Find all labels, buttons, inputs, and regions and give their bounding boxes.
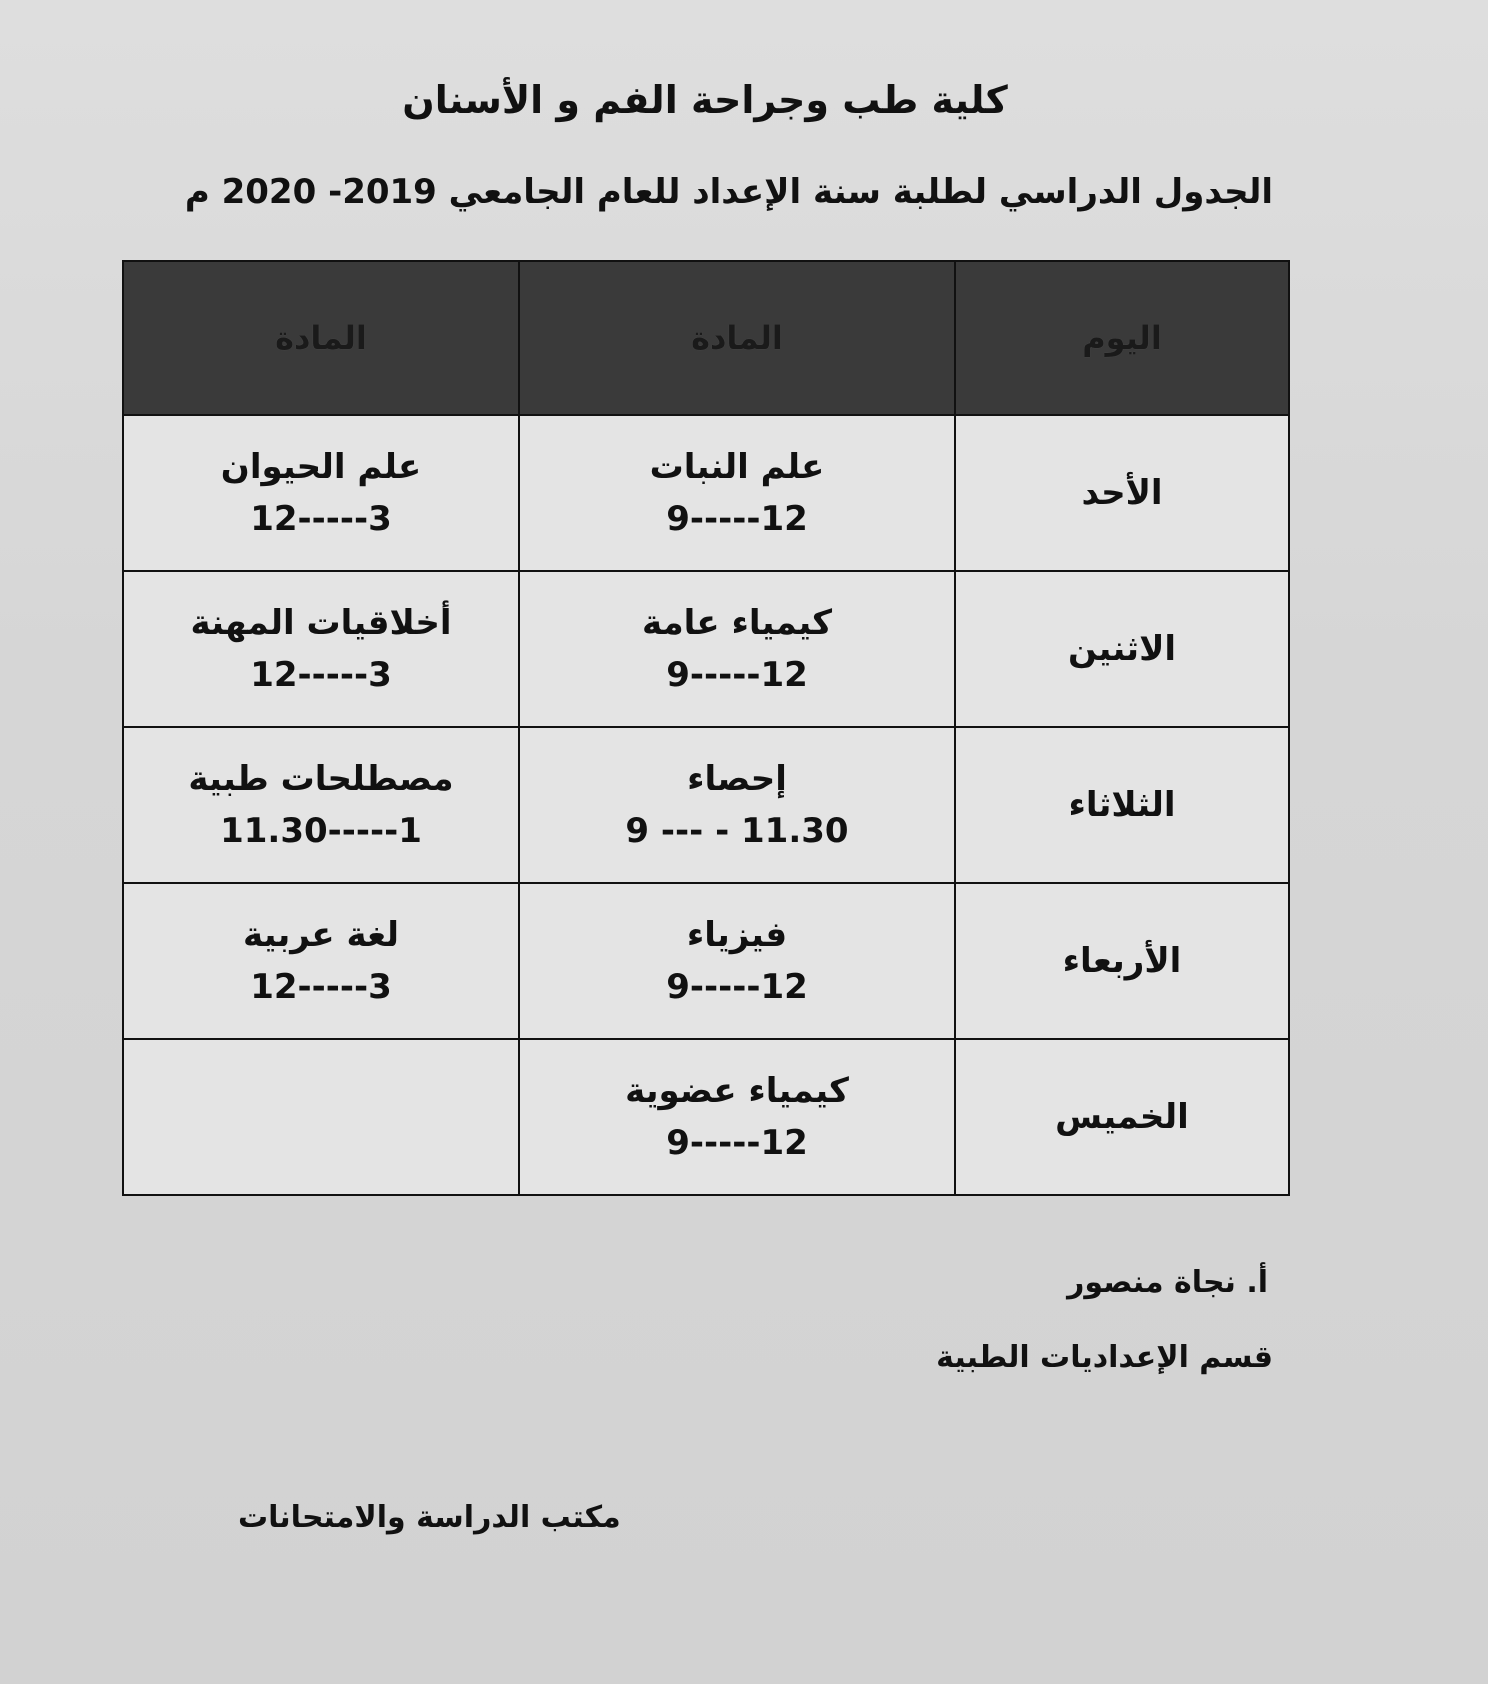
office-name: مكتب الدراسة والامتحانات: [238, 1500, 621, 1535]
subject-cell: [519, 415, 955, 571]
table-row: [123, 883, 1289, 1039]
subject-cell: [519, 727, 955, 883]
subject-time: 9-----12: [666, 655, 808, 695]
subject-cell: [519, 571, 955, 727]
college-title: كلية طب وجراحة الفم و الأسنان: [402, 78, 1008, 122]
subject-time: 12-----3: [250, 655, 392, 695]
signatory-name: أ. نجاة منصور: [1067, 1265, 1268, 1300]
subject-cell: [123, 415, 519, 571]
subject-time: 12-----3: [250, 499, 392, 539]
day-cell: الأربعاء: [955, 883, 1289, 1039]
subject-time: 9 --- - 11.30: [625, 811, 849, 851]
subject-name: إحصاء: [687, 759, 787, 799]
table-row: [123, 1039, 1289, 1195]
subject-name: كيمياء عضوية: [625, 1071, 849, 1111]
subject-name: كيمياء عامة: [642, 603, 832, 643]
subject-time: 12-----3: [250, 967, 392, 1007]
subject-name: مصطلحات طبية: [188, 759, 454, 799]
subject-time: 9-----12: [666, 499, 808, 539]
subject-cell-empty: [123, 1039, 519, 1195]
subject-time: 9-----12: [666, 967, 808, 1007]
table-row: [123, 415, 1289, 571]
subject-cell: [519, 1039, 955, 1195]
day-cell: الاثنين: [955, 571, 1289, 727]
day-cell: الخميس: [955, 1039, 1289, 1195]
header-subject-1: المادة: [519, 261, 955, 415]
subject-cell: [123, 727, 519, 883]
subject-name: علم الحيوان: [220, 447, 422, 487]
schedule-table: [122, 260, 1290, 1196]
table-row: [123, 571, 1289, 727]
table-row: [123, 727, 1289, 883]
subject-name: علم النبات: [649, 447, 825, 487]
subject-name: لغة عربية: [242, 915, 400, 955]
schedule-subtitle: الجدول الدراسي لطلبة سنة الإعداد للعام الجامعي 2019- 2020 م: [184, 172, 1273, 212]
header-subject-2: المادة: [123, 261, 519, 415]
subject-cell: [123, 571, 519, 727]
header-day: اليوم: [955, 261, 1289, 415]
signatory-department: قسم الإعداديات الطبية: [936, 1340, 1273, 1375]
subject-cell: [519, 883, 955, 1039]
day-cell: الثلاثاء: [955, 727, 1289, 883]
table-header-row: [123, 261, 1289, 415]
subject-name: فيزياء: [686, 915, 788, 955]
subject-time: 9-----12: [666, 1123, 808, 1163]
subject-time: 11.30-----1: [220, 811, 422, 851]
subject-name: أخلاقيات المهنة: [190, 603, 452, 643]
subject-cell: [123, 883, 519, 1039]
day-cell: الأحد: [955, 415, 1289, 571]
